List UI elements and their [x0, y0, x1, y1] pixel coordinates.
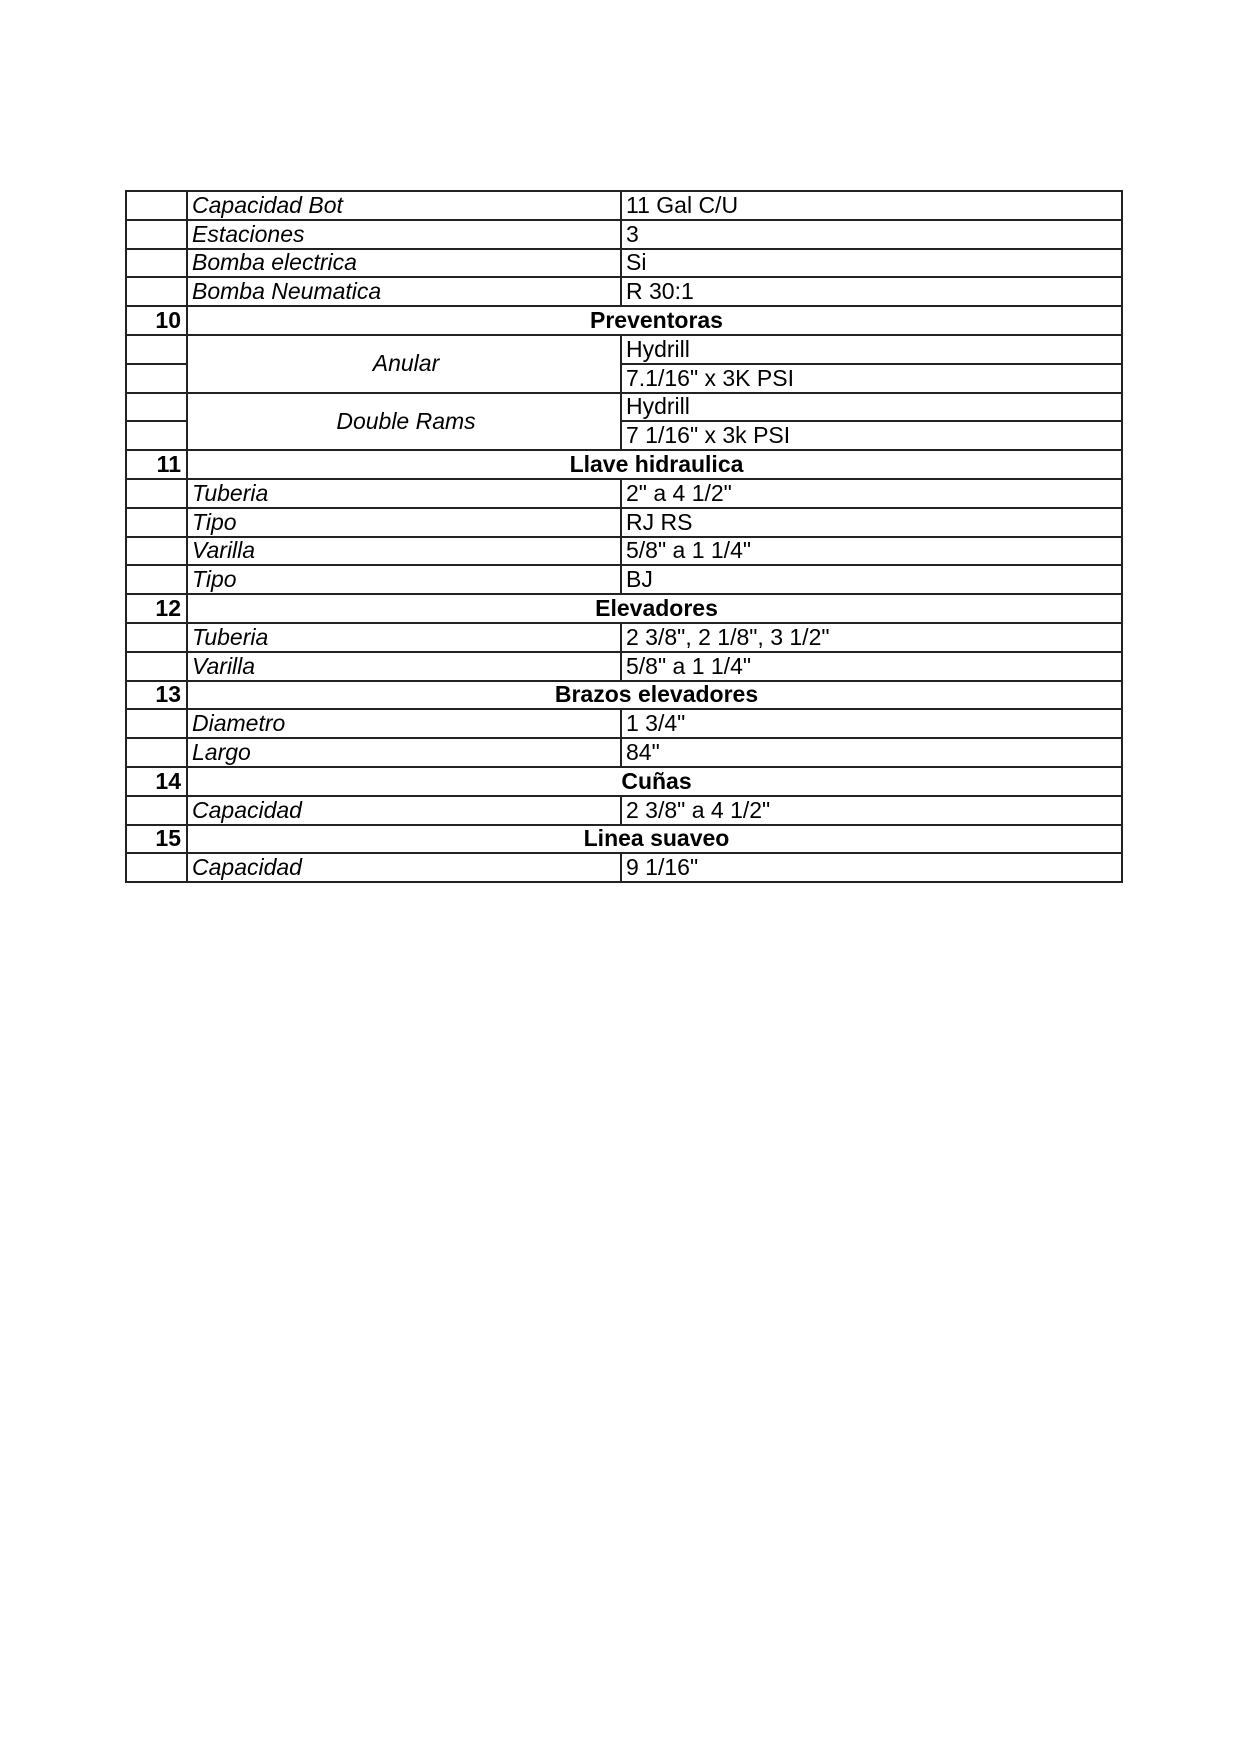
row-number-cell [126, 479, 187, 508]
spec-label: Diametro [187, 709, 621, 738]
spec-value: RJ RS [621, 508, 1122, 537]
group-value: Hydrill [621, 335, 1122, 364]
row-number-cell [126, 565, 187, 594]
spec-value: 9 1/16" [621, 853, 1122, 882]
group-value: 7 1/16" x 3k PSI [621, 421, 1122, 450]
section-title: Elevadores [187, 594, 1122, 623]
spec-value: 84" [621, 738, 1122, 767]
spec-label: Capacidad [187, 796, 621, 825]
row-number-cell [126, 508, 187, 537]
spec-row [126, 652, 1122, 681]
section-header-row [126, 767, 1122, 796]
equipment-spec-table [125, 190, 1123, 883]
spec-value: 3 [621, 220, 1122, 249]
spec-label: Tipo [187, 565, 621, 594]
row-number-cell [126, 537, 187, 566]
section-title: Preventoras [187, 306, 1122, 335]
section-number: 10 [126, 306, 187, 335]
group-value: 7.1/16" x 3K PSI [621, 364, 1122, 393]
spec-row [126, 508, 1122, 537]
spec-label: Tipo [187, 508, 621, 537]
spec-row [126, 191, 1122, 220]
spec-row [126, 249, 1122, 278]
spec-label: Largo [187, 738, 621, 767]
row-number-cell [126, 738, 187, 767]
group-value: Hydrill [621, 393, 1122, 422]
row-number-cell [126, 393, 187, 422]
spec-label: Tuberia [187, 479, 621, 508]
section-number: 11 [126, 450, 187, 479]
spec-row [126, 709, 1122, 738]
spec-value: BJ [621, 565, 1122, 594]
group-row [126, 335, 1122, 364]
row-number-cell [126, 421, 187, 450]
spec-label: Estaciones [187, 220, 621, 249]
section-title: Brazos elevadores [187, 681, 1122, 710]
spec-row [126, 277, 1122, 306]
section-number: 13 [126, 681, 187, 710]
spec-value: 2 3/8" a 4 1/2" [621, 796, 1122, 825]
row-number-cell [126, 796, 187, 825]
section-header-row [126, 825, 1122, 854]
spec-row [126, 537, 1122, 566]
spec-row [126, 623, 1122, 652]
row-number-cell [126, 652, 187, 681]
spec-label: Varilla [187, 537, 621, 566]
spec-value: 5/8" a 1 1/4" [621, 537, 1122, 566]
spec-value: 2" a 4 1/2" [621, 479, 1122, 508]
spec-value: Si [621, 249, 1122, 278]
row-number-cell [126, 191, 187, 220]
section-header-row [126, 306, 1122, 335]
spec-label: Capacidad [187, 853, 621, 882]
section-header-row [126, 450, 1122, 479]
row-number-cell [126, 853, 187, 882]
row-number-cell [126, 364, 187, 393]
spec-value: 5/8" a 1 1/4" [621, 652, 1122, 681]
spec-value: 2 3/8", 2 1/8", 3 1/2" [621, 623, 1122, 652]
row-number-cell [126, 623, 187, 652]
spec-row [126, 853, 1122, 882]
spec-label: Bomba Neumatica [187, 277, 621, 306]
section-title: Linea suaveo [187, 825, 1122, 854]
spec-row [126, 565, 1122, 594]
spec-table-body [126, 191, 1122, 882]
section-number: 15 [126, 825, 187, 854]
spec-label: Capacidad Bot [187, 191, 621, 220]
section-title: Llave hidraulica [187, 450, 1122, 479]
group-row [126, 393, 1122, 422]
spec-row [126, 479, 1122, 508]
group-label: Double Rams [187, 393, 621, 451]
section-number: 14 [126, 767, 187, 796]
spec-value: 11 Gal C/U [621, 191, 1122, 220]
row-number-cell [126, 709, 187, 738]
section-number: 12 [126, 594, 187, 623]
spec-row [126, 796, 1122, 825]
spec-row [126, 738, 1122, 767]
row-number-cell [126, 335, 187, 364]
spec-label: Varilla [187, 652, 621, 681]
spec-row [126, 220, 1122, 249]
spec-value: R 30:1 [621, 277, 1122, 306]
group-label: Anular [187, 335, 621, 393]
spec-label: Bomba electrica [187, 249, 621, 278]
section-header-row [126, 681, 1122, 710]
spec-value: 1 3/4" [621, 709, 1122, 738]
row-number-cell [126, 249, 187, 278]
row-number-cell [126, 277, 187, 306]
section-header-row [126, 594, 1122, 623]
section-title: Cuñas [187, 767, 1122, 796]
spec-label: Tuberia [187, 623, 621, 652]
row-number-cell [126, 220, 187, 249]
